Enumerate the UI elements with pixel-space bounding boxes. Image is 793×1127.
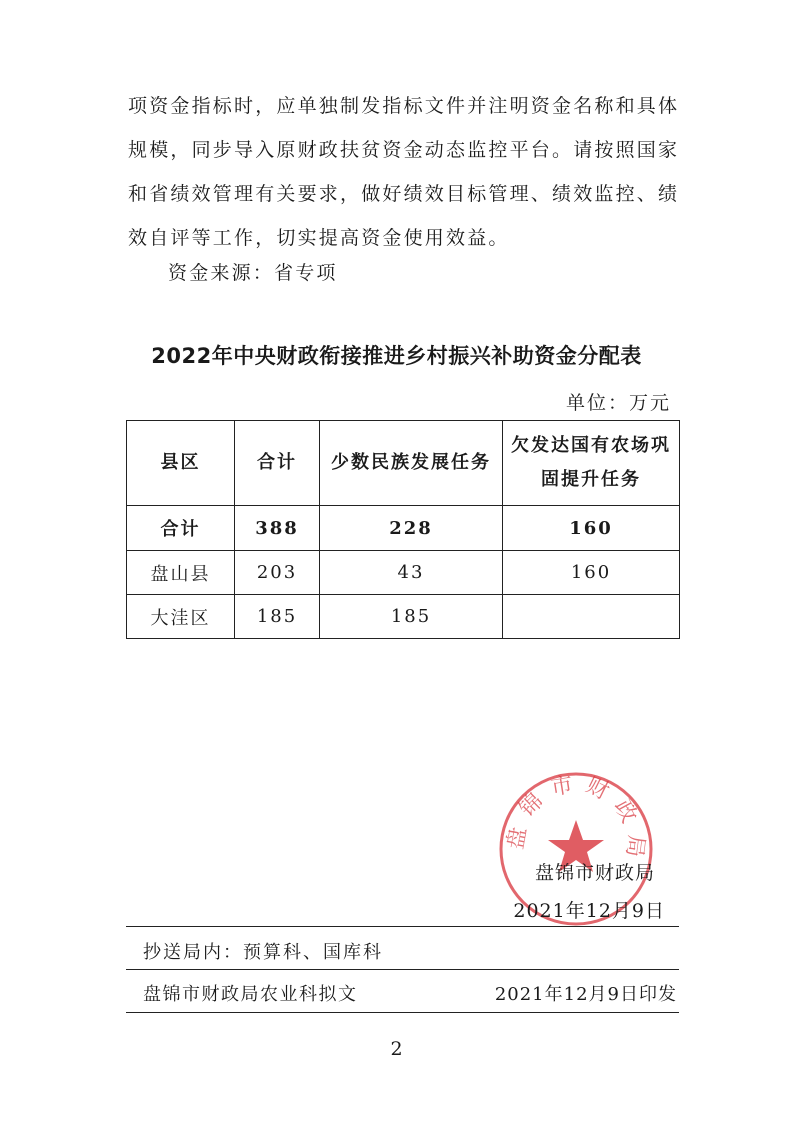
table-header-row <box>127 421 680 506</box>
fund-source: 资金来源：省专项 <box>168 262 338 284</box>
cell-county: 盘山县 <box>127 551 235 595</box>
seal-text: 盘锦市财政局 <box>503 771 649 869</box>
cell-total: 185 <box>235 595 320 639</box>
header-farm-line2: 固提升任务 <box>541 469 641 490</box>
issuer-name: 盘锦市财政局 <box>534 862 655 884</box>
table-row <box>127 506 680 551</box>
header-farm <box>503 421 680 506</box>
footer-divider-top <box>126 926 679 927</box>
page-number: 2 <box>390 1038 403 1060</box>
footer-divider-bottom <box>126 1012 679 1013</box>
header-county: 县区 <box>127 421 235 506</box>
cell-minority: 43 <box>320 551 503 595</box>
table-title: 2022年中央财政衔接推进乡村振兴补助资金分配表 <box>151 344 642 368</box>
footer-divider-middle <box>126 969 679 970</box>
cc-line: 抄送局内：预算科、国库科 <box>143 942 383 963</box>
body-line: 和省绩效管理有关要求，做好绩效目标管理、绩效监控、绩 <box>128 183 680 205</box>
issue-date: 2021年12月9日 <box>513 900 665 922</box>
cell-farm: 160 <box>503 551 680 595</box>
table-row <box>127 595 680 639</box>
cell-minority: 228 <box>320 506 503 551</box>
header-minority: 少数民族发展任务 <box>320 421 503 506</box>
body-line: 效自评等工作，切实提高资金使用效益。 <box>128 227 510 249</box>
cell-county: 大洼区 <box>127 595 235 639</box>
drafter-line: 盘锦市财政局农业科拟文 <box>143 984 358 1005</box>
cell-total: 388 <box>235 506 320 551</box>
cell-county: 合计 <box>127 506 235 551</box>
cell-farm <box>503 595 680 639</box>
printed-date: 2021年12月9日印发 <box>494 984 677 1005</box>
table-row <box>127 551 680 595</box>
header-total: 合计 <box>235 421 320 506</box>
body-paragraph <box>128 84 688 260</box>
cell-minority: 185 <box>320 595 503 639</box>
body-line: 规模，同步导入原财政扶贫资金动态监控平台。请按照国家 <box>128 139 680 161</box>
cell-total: 203 <box>235 551 320 595</box>
header-farm-line1: 欠发达国有农场巩 <box>511 435 671 456</box>
cell-farm: 160 <box>503 506 680 551</box>
table-unit: 单位：万元 <box>565 392 671 414</box>
allocation-table <box>126 420 680 639</box>
body-line: 项资金指标时，应单独制发指标文件并注明资金名称和具体 <box>128 95 680 117</box>
